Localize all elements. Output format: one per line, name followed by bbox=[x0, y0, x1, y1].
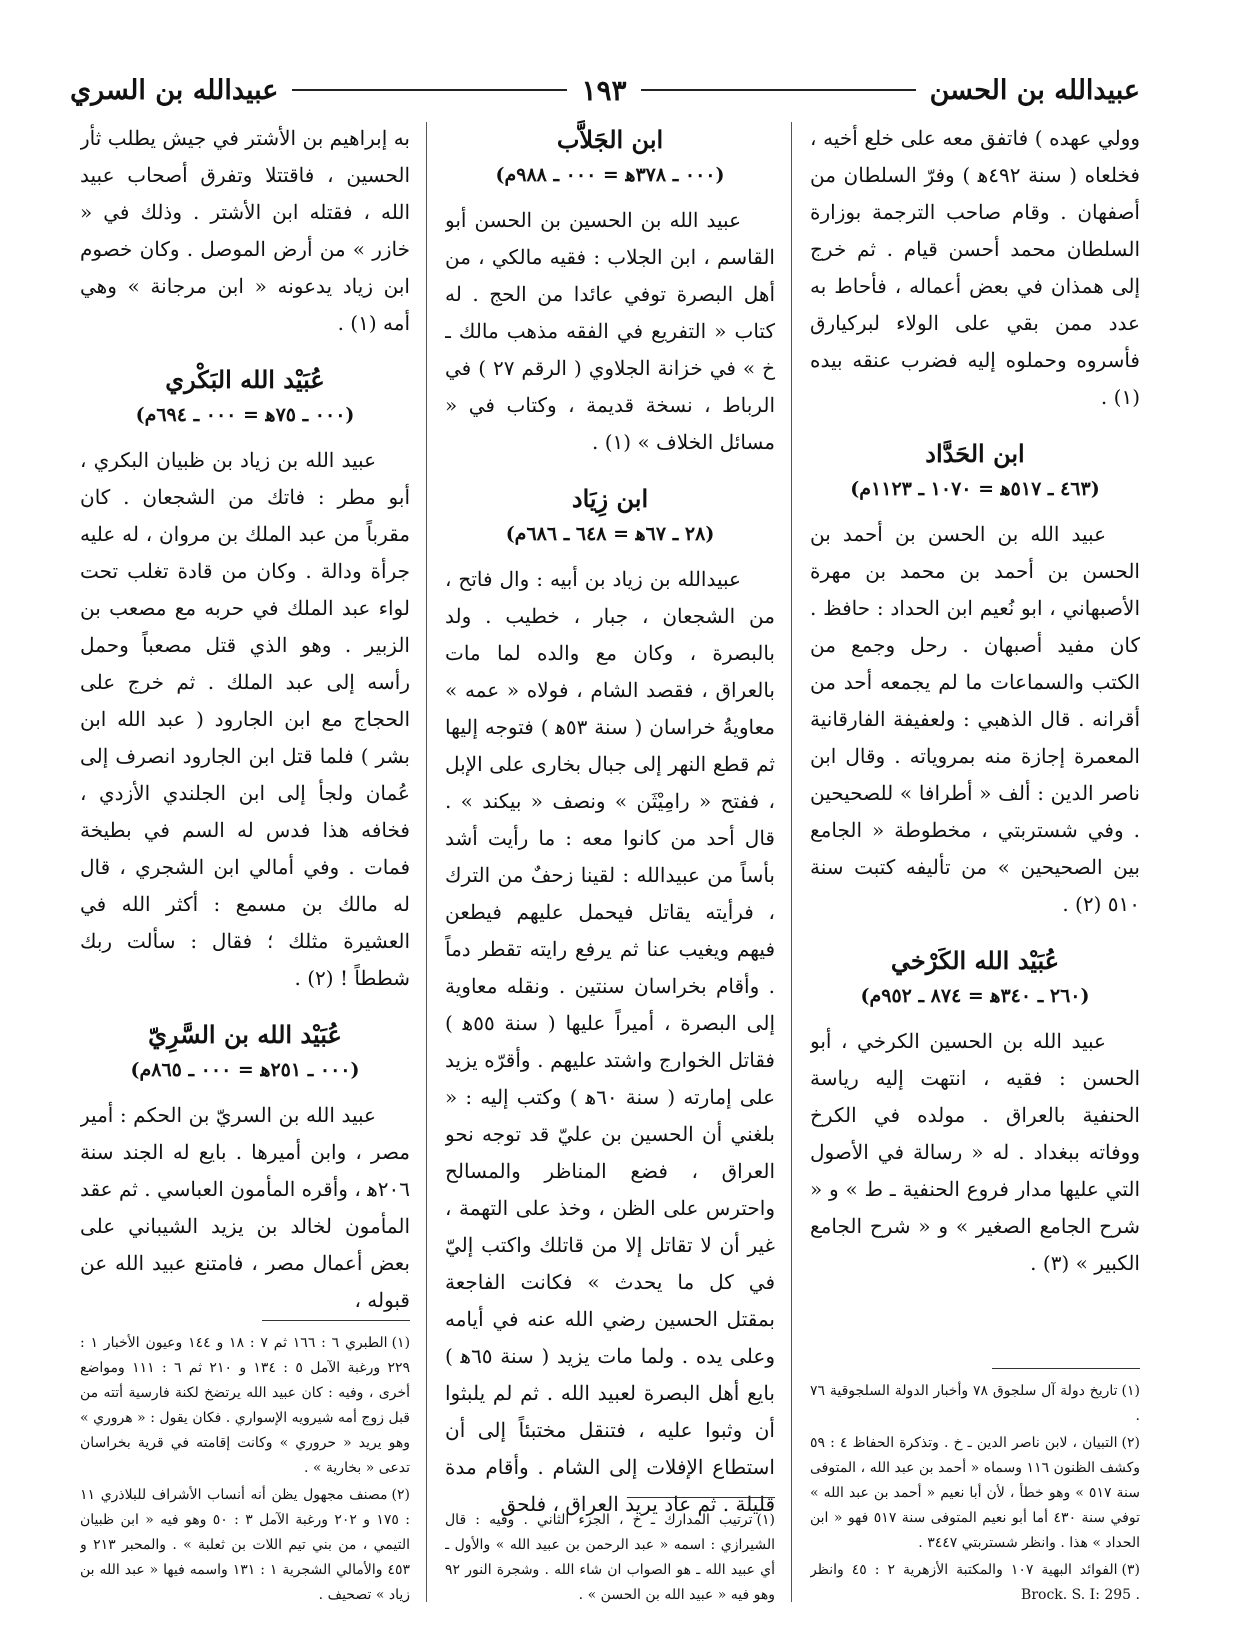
column-left bbox=[80, 120, 410, 1610]
footnote: (١)الطبري ٦ : ١٦٦ ثم ٧ : ١٨ و ١٤٤ وعيون الأخبار ١ : ٢٢٩ ورغبة الآمل ٥ : ١٣٤ و ٢١٠ ثم ٦ : ١١١ ومواضع أخرى ، وفيه : كان عبيد الله يرتضخ لكنة فارسية أتته من قبل زوج أمه شيرويه الإسواري . فكان يقول : « هروري » وهو يريد « حروري » وكانت إقامته في قرية بخراسان تدعى « بخارية » . bbox=[80, 1335, 410, 1476]
entry-dates: (٠٠٠ ـ ٢٥١ﻫ = ٠٠٠ ـ ٨٦٥م) bbox=[130, 1059, 360, 1081]
column-divider bbox=[791, 122, 792, 1602]
entry-text: عبيد الله بن الحسن بن أحمد بن الحسن بن أحمد بن محمد بن مهرة الأصبهاني ، ابو نُعيم ابن الحداد : حافظ . كان مفيد أصبهان . رحل وجمع من الكتب والسماعات ما لم يجمعه أحد من أقرانه . قال الذهبي : ولعفيفة الفارقانية المعمرة إجازة منه بمروياته . وقال ابن ناصر الدين : ألف « أطرافا » للصحيحين . وفي شستربتي ، مخطوطة « الجامع بين الصحيحين » من تأليفه كتبت سنة ٥١٠ (٢) . bbox=[810, 522, 1140, 916]
entry-text: عبيد الله بن زياد بن ظبيان البكري ، أبو مطر : فاتك من الشجعان . كان مقرباً من عبد الملك بن مروان ، له عليه جرأة ودالة . وكان من قادة تغلب تحت لواء عبد الملك في حربه مع مصعب بن الزبير . وهو الذي قتل مصعباً وحمل رأسه إلى عبد الملك . ثم خرج على الحجاج مع ابن الجارود ( عبد الله ابن بشر ) فلما قتل ابن الجارود انصرف إلى عُمان ولجأ إلى ابن الجلندي الأزدي ، فخافه هذا فدس له السم في بطيخة فمات . وفي أمالي ابن الشجري ، قال له مالك بن مسمع : أكثر الله في العشيرة مثلك ؛ فقال : سألت ربك شططاً ! (٢) . bbox=[80, 448, 410, 990]
entry-text: عبيدالله بن زياد بن أبيه : وال فاتح ، من الشجعان ، جبار ، خطيب . ولد بالبصرة ، وكان مع والده لما مات بالعراق ، فقصد الشام ، فولاه « عمه » معاويةُ خراسان ( سنة ٥٣ﻫ ) فتوجه إليها ثم قطع النهر إلى جبال بخارى على الإبل ، ففتح « رامِيْثَن » ونصف « بيكند » . قال أحد من كانوا معه : ما رأيت أشد بأساً من عبيدالله : لقينا زحفٌ من الترك ، فرأيته يقاتل فيحمل عليهم فيطعن فيهم ويغيب عنا ثم يرفع رايته تقطر دماً . وأقام بخراسان سنتين . ونقله معاوية إلى البصرة ، أميراً عليها ( سنة ٥٥ﻫ ) فقاتل الخوارج واشتد عليهم . وأقرّه يزيد على إمارته ( سنة ٦٠ﻫ ) وكتب إليه : « بلغني أن الحسين بن عليّ قد توجه نحو العراق ، فضع المناظر والمسالح واحترس على الظن ، وخذ على التهمة ، غير أن لا تقاتل إلا من قاتلك واكتب إليّ في كل ما يحدث » فكانت الفاجعة بمقتل الحسين رضي الله عنه في أيامه وعلى يده . ولما مات يزيد ( سنة ٦٥ﻫ ) بايع أهل البصرة لعبيد الله . ثم لم يلبثوا أن وثبوا عليه ، فتنقل مختبئاً إلى أن استطاع الإفلات إلى الشام . وأقام مدة قليلة . ثم عاد يريد العراق ، فلحق bbox=[445, 567, 775, 1516]
right-running-head: عبيدالله بن الحسن bbox=[929, 74, 1140, 106]
entry-dates: (٠٠٠ ـ ٣٧٨ﻫ = ٠٠٠ ـ ٩٨٨م) bbox=[495, 164, 725, 186]
entry-text: عبيد الله بن السريّ بن الحكم : أمير مصر ، وابن أميرها . بايع له الجند سنة ٢٠٦ﻫ ، وأقره المأمون العباسي . ثم عقد المأمون لخالد بن يزيد الشيباني على بعض أعمال مصر ، فامتنع عبيد الله عن قبوله ، bbox=[80, 1103, 410, 1312]
column-divider bbox=[426, 122, 427, 1602]
entry-title: ابن الجَلاَّب bbox=[556, 125, 664, 154]
entry-heading bbox=[80, 1015, 410, 1085]
entry-title: عُبَيْد الله الكَرْخي bbox=[890, 946, 1060, 975]
entry-heading bbox=[445, 479, 775, 549]
column-middle bbox=[445, 120, 775, 1610]
entry-heading bbox=[80, 360, 410, 430]
entry-heading bbox=[810, 941, 1140, 1011]
continued-text: وولي عهده ) فاتفق معه على خلع أخيه ، فخلعاه ( سنة ٤٩٢ﻫ ) وفرّ السلطان من أصفهان . وقام صاحب الترجمة بوزارة السلطان محمد أحسن قيام . ثم خرج إلى همذان في بعض أعماله ، فأحاط به عدد ممن بقي على الولاء لبركيارق فأسروه وحملوه إليه فضرب عنقه بيده (١) . bbox=[810, 126, 1140, 409]
footnote: (٢)مصنف مجهول يظن أنه أنساب الأشراف للبلاذري ١١ : ١٧٥ و ٢٠٢ ورغبة الآمل ٣ : ٥٠ وهو فيه « ابن ظبيان التيمي ، من بني تيم اللات بن ثعلبة » . والمحبر ٢١٣ و ٤٥٣ والأمالي الشجرية ١ : ١٣١ واسمه فيها « عبد الله بن زياد » تصحيف . bbox=[80, 1487, 410, 1603]
footnote: (١)ترتيب المدارك ـ خ ، الجزء الثاني . وفيه : قال الشيرازي : اسمه « عبد الرحمن بن عبيد الله » والأول ـ أي عبيد الله ـ هو الصواب ان شاء الله . وشجرة النور ٩٢ وهو فيه « عبيد الله بن الحسن » . bbox=[445, 1512, 775, 1603]
entry-dates: (٤٦٣ ـ ٥١٧ﻫ = ١٠٧٠ ـ ١١٢٣م) bbox=[850, 478, 1100, 500]
column-right bbox=[810, 120, 1140, 1610]
entry-title: ابن الحَدَّاد bbox=[925, 439, 1025, 468]
footnote: (١)تاريخ دولة آل سلجوق ٧٨ وأخبار الدولة السلجوقية ٧٦ . bbox=[810, 1383, 1140, 1424]
entry-text: عبيد الله بن الحسين بن الحسن أبو القاسم ، ابن الجلاب : فقيه مالكي ، من أهل البصرة توفي عائدا من الحج . له كتاب « التفريع في الفقه مذهب مالك ـ خ » في خزانة الجلاوي ( الرقم ٢٧ ) في الرباط ، نسخة قديمة ، وكتاب في « مسائل الخلاف » (١) . bbox=[445, 208, 775, 454]
book-page bbox=[70, 60, 1140, 1620]
footnotes bbox=[445, 1497, 775, 1610]
entry-title: عُبَيْد الله بن السَّرِيّ bbox=[148, 1020, 342, 1049]
footnote-rule bbox=[262, 1320, 411, 1321]
running-header bbox=[70, 70, 1140, 110]
page-number: ١٩٣ bbox=[581, 73, 627, 107]
footnotes bbox=[80, 1320, 410, 1610]
entry-heading bbox=[810, 434, 1140, 504]
header-rule-right bbox=[641, 89, 916, 91]
left-running-head: عبيدالله بن السري bbox=[69, 74, 279, 106]
header-rule-left bbox=[292, 89, 567, 91]
footnotes bbox=[810, 1368, 1140, 1610]
entry-dates: (٢٨ ـ ٦٧ﻫ = ٦٤٨ ـ ٦٨٦م) bbox=[505, 523, 715, 545]
footnote: (٣)الفوائد البهية ١٠٧ والمكتبة الأزهرية ٢ : ٤٥ وانظر Brock. S. I: 295 . bbox=[810, 1562, 1140, 1603]
entry-heading bbox=[445, 120, 775, 190]
footnote: (٢)التبيان ، لابن ناصر الدين ـ خ . وتذكرة الحفاظ ٤ : ٥٩ وكشف الظنون ١١٦ وسماه « أحمد بن عبد الله ، المتوفى سنة ٥١٧ » وهو خطأ ، لأن أبا نعيم « أحمد بن عبد الله » توفي سنة ٤٣٠ أما أبو نعيم المتوفى سنة ٥١٧ فهو « ابن الحداد » هذا . وانظر شستربتي ٣٤٤٧ . bbox=[810, 1435, 1140, 1551]
continued-text: به إبراهيم بن الأشتر في جيش يطلب ثأر الحسين ، فاقتتلا وتفرق أصحاب عبيد الله ، فقتله ابن الأشتر . وذلك في « خازر » من أرض الموصل . وكان خصوم ابن زياد يدعونه « ابن مرجانة » وهي أمه (١) . bbox=[80, 126, 410, 335]
entry-dates: (٢٦٠ ـ ٣٤٠ﻫ = ٨٧٤ ـ ٩٥٢م) bbox=[860, 985, 1090, 1007]
entry-title: ابن زِيَاد bbox=[571, 484, 649, 513]
latin-reference: Brock. S. I: 295 . bbox=[1021, 1587, 1140, 1603]
entry-title: عُبَيْد الله البَكْري bbox=[165, 365, 325, 394]
footnote-rule bbox=[627, 1497, 776, 1498]
footnote-rule bbox=[992, 1368, 1141, 1369]
entry-text: عبيد الله بن الحسين الكرخي ، أبو الحسن : فقيه ، انتهت إليه رياسة الحنفية بالعراق . مولده في الكرخ ووفاته ببغداد . له « رسالة في الأصول التي عليها مدار فروع الحنفية ـ ط » و « شرح الجامع الصغير » و « شرح الجامع الكبير » (٣) . bbox=[810, 1029, 1140, 1275]
entry-dates: (٠٠٠ ـ ٧٥ﻫ = ٠٠٠ ـ ٦٩٤م) bbox=[135, 404, 355, 426]
